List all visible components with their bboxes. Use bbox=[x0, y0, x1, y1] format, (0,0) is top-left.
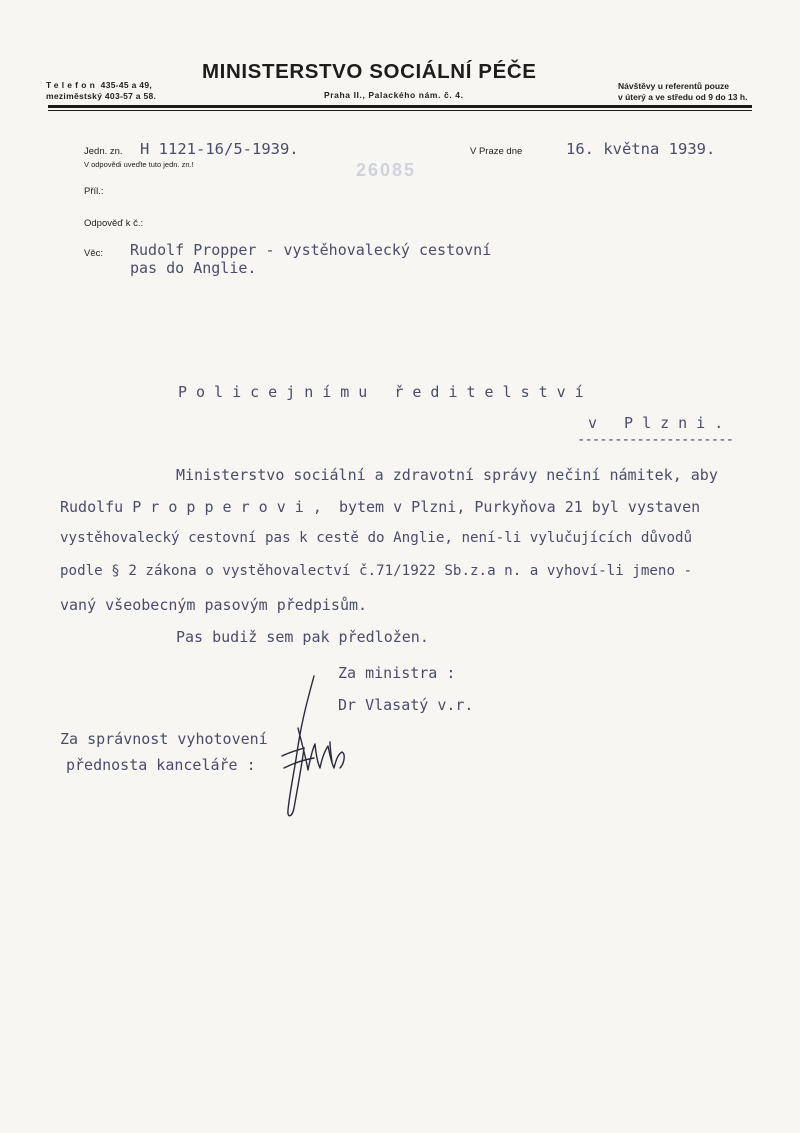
jedn-label: Jedn. zn. bbox=[84, 146, 123, 157]
date-value: 16. května 1939. bbox=[566, 140, 716, 158]
body-line-5: vaný všeobecným pasovým předpisům. bbox=[60, 596, 368, 614]
faded-stamp-number: 26085 bbox=[356, 160, 417, 180]
za-ministra: Za ministra : bbox=[338, 664, 456, 682]
body-applicant-name: Rudolfu P r o p p e r o v i , bbox=[60, 498, 322, 516]
attachments-label: Příl.: bbox=[84, 186, 104, 197]
letterhead-rule-thin bbox=[48, 110, 752, 111]
handwritten-signature bbox=[268, 668, 358, 828]
signer-name: Dr Vlasatý v.r. bbox=[338, 696, 474, 714]
date-label: V Praze dne bbox=[470, 146, 523, 157]
correctness-line-1: Za správnost vyhotovení bbox=[60, 730, 268, 748]
body-line-4: podle § 2 zákona o vystěhovalectví č.71/1922 Sb.z.a n. a vyhoví-li jmeno - bbox=[60, 563, 693, 579]
telefon-numbers: 435-45 a 49, bbox=[100, 80, 153, 90]
body-line-2-rest: bytem v Plzni, Purkyňova 21 byl vystaven bbox=[338, 498, 701, 516]
body-line-2 bbox=[60, 498, 700, 516]
subject-line-2: pas do Anglie. bbox=[130, 259, 257, 277]
addressee-underline: --------------------- bbox=[577, 432, 734, 448]
ministry-address: Praha II., Palackého nám. č. 4. bbox=[324, 90, 464, 100]
correctness-line-2: přednosta kanceláře : bbox=[66, 756, 256, 774]
addressee-line-1: Policejnímu ředitelství bbox=[178, 383, 593, 401]
body-line-1: Ministerstvo sociální a zdravotní správy nečiní námitek, aby bbox=[176, 466, 718, 484]
telefon-prefix: Telefon bbox=[46, 80, 98, 90]
subject-line-1: Rudolf Propper - vystěhovalecký cestovní bbox=[130, 241, 492, 259]
visiting-hours-line1: Návštěvy u referentů pouze bbox=[618, 81, 730, 91]
ministry-title: MINISTERSTVO SOCIÁLNÍ PÉČE bbox=[202, 60, 537, 83]
reply-to-label: Odpověď k č.: bbox=[84, 218, 144, 229]
telefon-long-distance: meziměstský 403-57 a 58. bbox=[46, 91, 157, 101]
subject-label: Věc: bbox=[84, 248, 104, 259]
jedn-value: H 1121-16/5-1939. bbox=[140, 140, 299, 158]
addressee-line-2: v Plzni. bbox=[588, 414, 733, 432]
letterhead-rule-thick bbox=[48, 105, 752, 108]
body-line-6: Pas budiž sem pak předložen. bbox=[176, 628, 429, 646]
visiting-hours-line2: v úterý a ve středu od 9 do 13 h. bbox=[618, 92, 748, 102]
body-line-3: vystěhovalecký cestovní pas k cestě do Anglie, není-li vylučujících důvodů bbox=[60, 530, 693, 546]
letterhead-telephone bbox=[46, 80, 156, 102]
jedn-note: V odpovědi uveďte tuto jedn. zn.! bbox=[84, 160, 194, 169]
visiting-hours bbox=[618, 81, 747, 103]
